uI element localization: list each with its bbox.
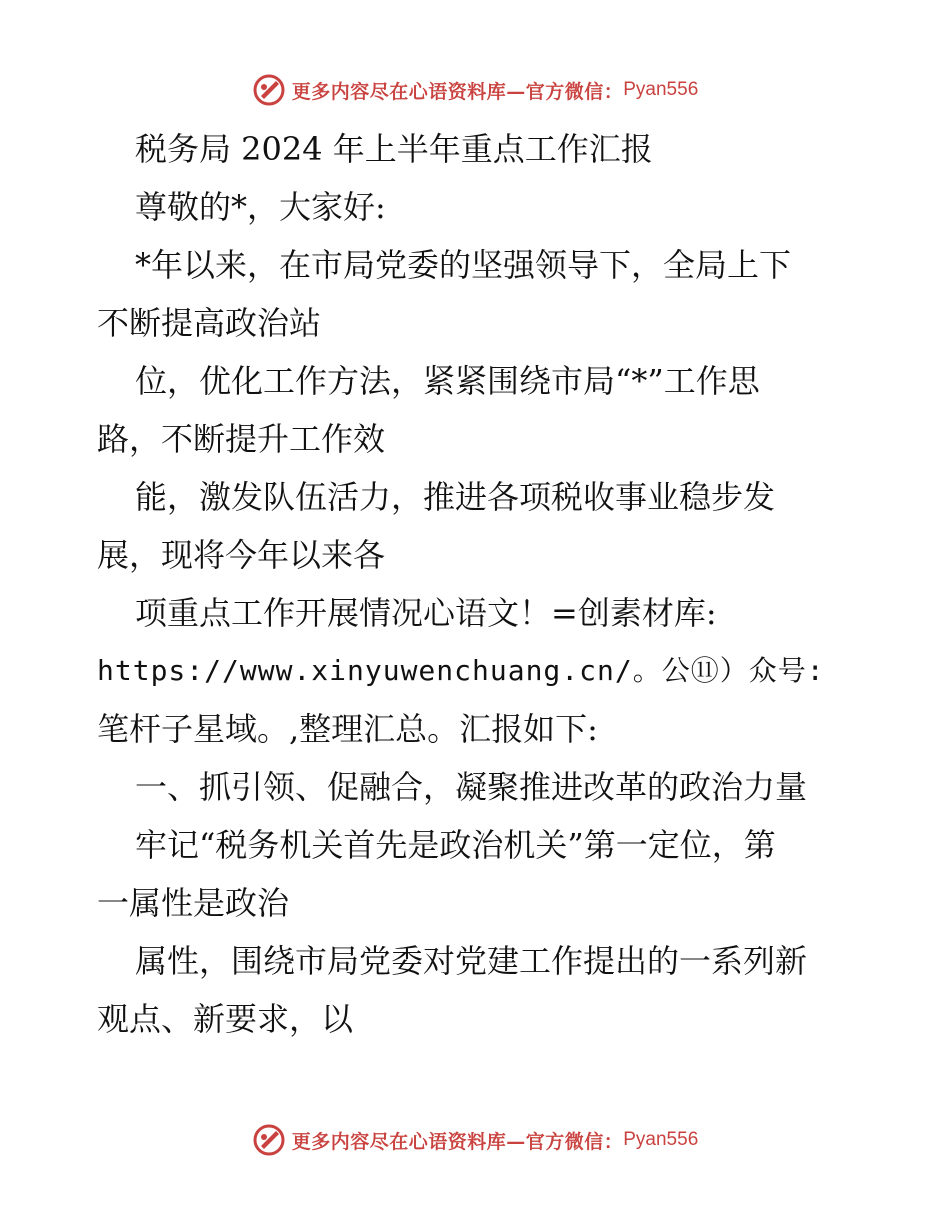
logo-icon: [252, 73, 286, 107]
salutation: 尊敬的*，大家好:: [135, 188, 386, 226]
paragraph-line: 一属性是政治: [97, 884, 290, 922]
paragraph-line: 笔杆子星域。,整理汇总。汇报如下:: [97, 710, 598, 748]
banner-wechat-id: Pyan556: [623, 1129, 699, 1150]
paragraph-line: 路，不断提升工作效: [97, 420, 386, 458]
paragraph-line: 观点、新要求，以: [97, 1000, 354, 1038]
logo-icon: [252, 1123, 286, 1157]
paragraph-line: 不断提高政治站: [97, 304, 322, 342]
paragraph-line: 位，优化工作方法，紧紧围绕市局“*”工作思: [135, 362, 760, 400]
section-heading: 一、抓引领、促融合，凝聚推进改革的政治力量: [135, 768, 808, 806]
url-line: https://www.xinyuwenchuang.cn/。公⑪）众号:: [97, 654, 825, 687]
banner-text: 更多内容尽在心语资料库—官方微信：: [291, 1130, 624, 1153]
paragraph-line: 属性，围绕市局党委对党建工作提出的一系列新: [135, 942, 808, 980]
banner-wechat-id: Pyan556: [623, 79, 699, 100]
paragraph-line: *年以来，在市局党委的坚强领导下，全局上下: [135, 246, 792, 284]
footer-watermark-banner: [0, 1120, 950, 1160]
paragraph-line: 展，现将今年以来各: [97, 536, 386, 574]
header-watermark-banner: [0, 70, 950, 110]
document-title: 税务局 2024 年上半年重点工作汇报: [135, 130, 653, 168]
paragraph-line: 项重点工作开展情况心语文！=创素材库:: [135, 594, 717, 632]
banner-text: 更多内容尽在心语资料库—官方微信：: [291, 80, 624, 103]
paragraph-line: 牢记“税务机关首先是政治机关”第一定位，第: [135, 826, 776, 864]
paragraph-line: 能，激发队伍活力，推进各项税收事业稳步发: [135, 478, 776, 516]
document-body: [97, 120, 857, 1048]
